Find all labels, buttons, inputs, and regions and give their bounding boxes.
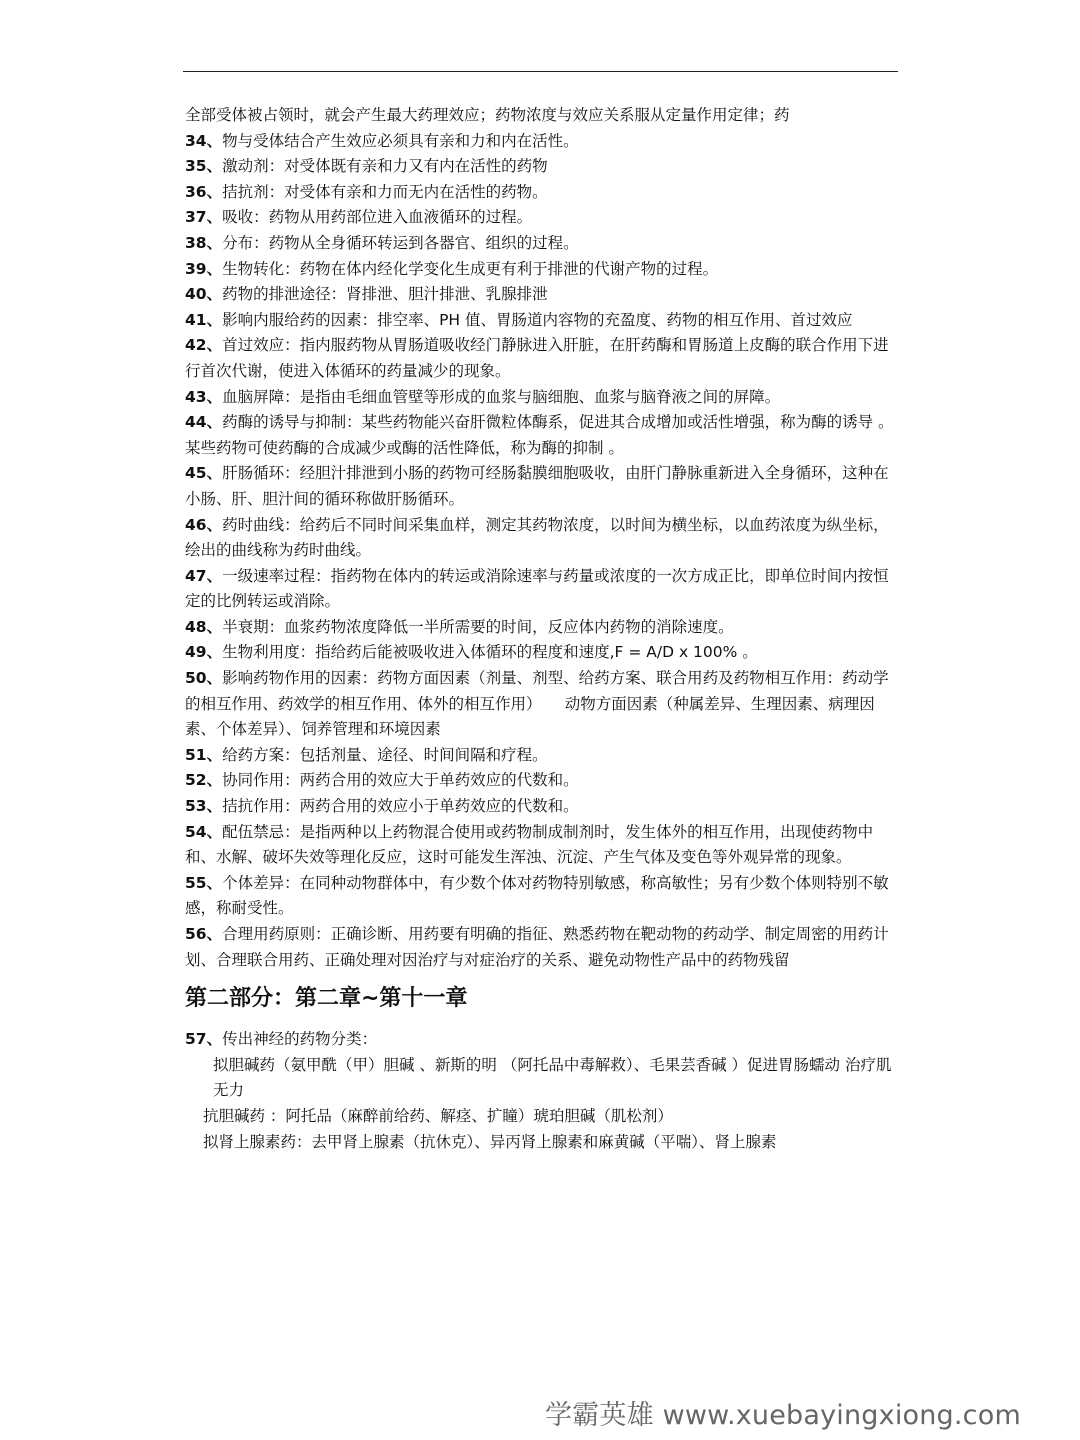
item-text: 个体差异：在同种动物群体中，有少数个体对药物特别敏感，称高敏性；另有少数个体则特别不敏感，称耐受性。 xyxy=(185,873,889,918)
list-item xyxy=(185,257,897,283)
item-text: 协同作用：两药合用的效应大于单药效应的代数和。 xyxy=(222,771,579,790)
list-item xyxy=(185,129,897,155)
item-number: 35、 xyxy=(185,157,223,176)
item-number: 48、 xyxy=(185,617,223,636)
item-number: 46、 xyxy=(185,515,223,534)
list-item xyxy=(185,564,897,615)
item-text: 血脑屏障：是指由毛细血管壁等形成的血浆与脑细胞、血浆与脑脊液之间的屏障。 xyxy=(222,387,781,406)
item-text: 分布：药物从全身循环转运到各器官、组织的过程。 xyxy=(222,233,579,252)
item-number: 44、 xyxy=(185,413,223,432)
site-watermark: 学霸英雄 www.xuebayingxiong.com xyxy=(545,1400,1021,1431)
item-text: 配伍禁忌：是指两种以上药物混合使用或药物制成制剂时，发生体外的相互作用，出现使药物中和、水解、破坏失效等理化反应，这时可能发生浑浊、沉淀、产生气体及变色等外观异常的现象。 xyxy=(185,822,874,867)
item-text: 药酶的诱导与抑制：某些药物能兴奋肝微粒体酶系，促进其合成增加或活性增强，称为酶的诱导 。某些药物可使药酶的合成减少或酶的活性降低，称为酶的抑制 。 xyxy=(185,413,894,457)
item-text: 生物利用度：指给药后能被吸收进入体循环的程度和速度,F = A/D x 100% 。 xyxy=(222,643,758,662)
item-number: 56、 xyxy=(185,925,223,943)
item-number: 52、 xyxy=(185,771,223,790)
item-number: 50、 xyxy=(185,669,223,688)
list-item xyxy=(185,154,897,180)
header-rule xyxy=(183,71,898,72)
item-number: 47、 xyxy=(185,566,223,585)
item-number: 37、 xyxy=(185,208,223,227)
list-item xyxy=(185,666,897,743)
list-item xyxy=(185,768,897,794)
item-number: 41、 xyxy=(185,310,223,329)
item-text: 激动剂：对受体既有亲和力又有内在活性的药物 xyxy=(222,157,548,176)
item-text: 影响药物作用的因素：药物方面因素（剂量、剂型、给药方案、联合用药及药物相互作用：药动学的相互作用、药效学的相互作用、体外的相互作用） 动物方面因素（种属差异、生理因素、病理因素、个体差异）、饲养管理和环境因素 xyxy=(185,669,889,739)
list-item xyxy=(185,231,897,257)
item-text: 生物转化：药物在体内经化学变化生成更有利于排泄的代谢产物的过程。 xyxy=(222,259,719,278)
intro-line: 全部受体被占领时，就会产生最大药理效应；药物浓度与效应关系服从定量作用定律；药 xyxy=(185,106,790,124)
item-number: 36、 xyxy=(185,182,223,201)
list-item xyxy=(185,385,897,411)
item-text: 药时曲线：给药后不同时间采集血样，测定其药物浓度，以时间为横坐标，以血药浓度为纵坐标，绘出的曲线称为药时曲线。 xyxy=(185,515,889,560)
item-number: 54、 xyxy=(185,822,223,841)
list-item xyxy=(185,461,897,512)
item-number: 43、 xyxy=(185,387,223,406)
list-item xyxy=(185,513,897,564)
item-number: 34、 xyxy=(185,131,223,150)
item-text: 影响内服给药的因素：排空率、PH 值、胃肠道内容物的充盈度、药物的相互作用、首过效应 xyxy=(222,310,853,329)
item-number: 51、 xyxy=(185,745,223,764)
item-number: 45、 xyxy=(185,464,223,483)
item-text: 一级速率过程：指药物在体内的转运或消除速率与药量或浓度的一次方成正比，即单位时间内按恒定的比例转运或消除。 xyxy=(185,566,889,611)
item-text: 合理用药原则：正确诊断、用药要有明确的指征、熟悉药物在靶动物的药动学、制定周密的用药计划、合理联合用药、正确处理对因治疗与对症治疗的关系、避免动物性产品中的药物残留 xyxy=(185,925,889,969)
list-item xyxy=(185,743,897,769)
list-item xyxy=(185,1027,897,1053)
item-text: 吸收：药物从用药部位进入血液循环的过程。 xyxy=(222,208,533,227)
item-text: 药物的排泄途径：肾排泄、胆汁排泄、乳腺排泄 xyxy=(222,285,548,304)
sub-line-cholinergic: 拟胆碱药（氨甲酰（甲）胆碱 、新斯的明 （阿托品中毒解救）、毛果芸香碱 ）促进胃肠蠕动 治疗肌无力 xyxy=(213,1055,892,1100)
list-item xyxy=(185,180,897,206)
item-text: 物与受体结合产生效应必须具有亲和力和内在活性。 xyxy=(222,131,579,150)
item-number: 57、 xyxy=(185,1030,223,1049)
item-text: 传出神经的药物分类： xyxy=(222,1030,378,1049)
sub-line-adrenergic: 拟肾上腺素药：去甲肾上腺素（抗休克）、异丙肾上腺素和麻黄碱（平喘）、肾上腺素 xyxy=(203,1132,777,1151)
list-item xyxy=(185,871,897,922)
list-item xyxy=(185,820,897,871)
list-item xyxy=(185,308,897,334)
list-item xyxy=(185,282,897,308)
list-item xyxy=(185,205,897,231)
item-number: 38、 xyxy=(185,233,223,252)
item-number: 40、 xyxy=(185,285,223,304)
sub-line-anticholinergic: 抗胆碱药 ：阿托品（麻醉前给药、解痉、扩瞳）琥珀胆碱（肌松剂） xyxy=(203,1106,673,1125)
item-text: 肝肠循环：经胆汁排泄到小肠的药物可经肠黏膜细胞吸收，由肝门静脉重新进入全身循环，这种在小肠、肝、胆汁间的循环称做肝肠循环。 xyxy=(185,464,889,508)
document-body xyxy=(185,103,897,1155)
item-number: 39、 xyxy=(185,259,223,278)
item-text: 半衰期：血浆药物浓度降低一半所需要的时间，反应体内药物的消除速度。 xyxy=(222,617,734,636)
item-text: 拮抗剂：对受体有亲和力而无内在活性的药物。 xyxy=(222,182,548,201)
list-item xyxy=(185,410,897,461)
item-number: 49、 xyxy=(185,643,223,662)
list-item xyxy=(185,615,897,641)
item-number: 42、 xyxy=(185,336,223,355)
list-item xyxy=(185,333,897,384)
item-text: 给药方案：包括剂量、途径、时间间隔和疗程。 xyxy=(222,745,548,764)
list-item xyxy=(185,922,897,973)
list-item xyxy=(185,640,897,666)
item-number: 55、 xyxy=(185,873,223,892)
section-heading: 第二部分：第二章~第十一章 xyxy=(185,986,468,1012)
list-item xyxy=(185,794,897,820)
item-number: 53、 xyxy=(185,797,223,816)
item-text: 拮抗作用：两药合用的效应小于单药效应的代数和。 xyxy=(222,797,579,816)
item-text: 首过效应：指内服药物从胃肠道吸收经门静脉进入肝脏，在肝药酶和胃肠道上皮酶的联合作用下进行首次代谢，使进入体循环的药量减少的现象。 xyxy=(185,336,889,380)
